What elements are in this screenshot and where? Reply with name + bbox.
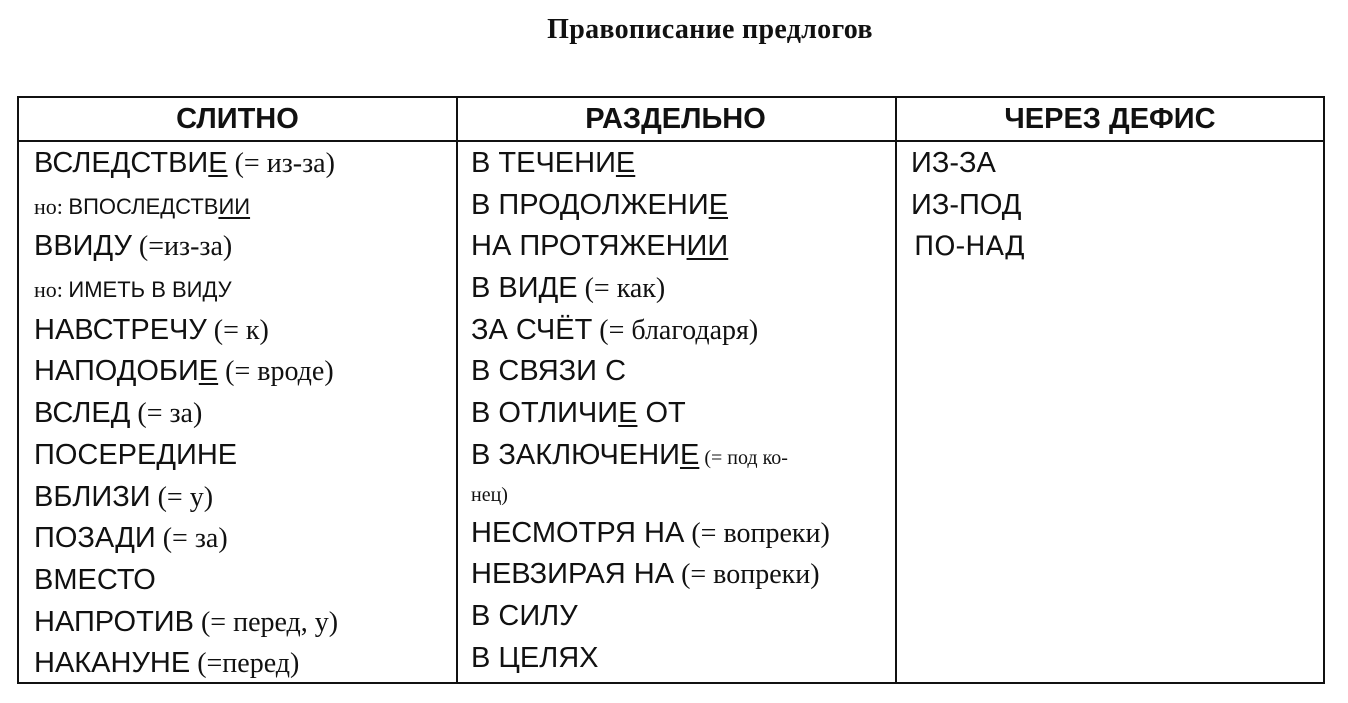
list-item: НА ПРОТЯЖЕНИИ	[471, 230, 729, 263]
header-separate: РАЗДЕЛЬНО	[585, 103, 766, 135]
list-item: ПОСЕРЕДИНЕ	[34, 438, 238, 471]
list-item: НЕВЗИРАЯ НА (= вопреки)	[471, 558, 820, 591]
list-item-continuation: нец)	[471, 483, 508, 506]
column-together	[34, 145, 338, 687]
column-divider	[456, 98, 458, 682]
list-item: В СИЛУ	[471, 599, 578, 632]
list-item: В ОТЛИЧИЕ ОТ	[471, 397, 686, 430]
list-item: НАВСТРЕЧУ (= к)	[34, 313, 269, 346]
list-item: но: ИМЕТЬ В ВИДУ	[34, 277, 232, 303]
header-hyphen: ЧЕРЕЗ ДЕФИС	[1004, 103, 1216, 135]
list-item: ВСЛЕДСТВИЕ (= из-за)	[34, 147, 335, 179]
column-hyphen	[911, 145, 1025, 270]
list-item: ВБЛИЗИ (= у)	[34, 480, 214, 513]
list-item: ВСЛЕД (= за)	[34, 397, 203, 430]
column-divider	[895, 98, 897, 682]
list-item: ВМЕСТО	[34, 563, 156, 596]
list-item: В СВЯЗИ С	[471, 355, 627, 388]
prepositions-table	[17, 96, 1325, 684]
list-item: НЕСМОТРЯ НА (= вопреки)	[471, 516, 830, 549]
list-item: ИЗ-ЗА	[911, 147, 996, 179]
list-item: В ПРОДОЛЖЕНИЕ	[471, 188, 729, 221]
list-item: ЗА СЧЁТ (= благодаря)	[471, 313, 759, 346]
list-item: В ЦЕЛЯХ	[471, 641, 599, 674]
column-separate	[471, 145, 830, 681]
page-title: Правописание предлогов	[547, 14, 873, 45]
list-item: НАПОДОБИЕ (= вроде)	[34, 355, 334, 388]
list-item: НАКАНУНЕ (=перед)	[34, 647, 300, 680]
list-item: В ТЕЧЕНИЕ	[471, 147, 636, 179]
list-item: ПОЗАДИ (= за)	[34, 522, 228, 555]
list-item: НАПРОТИВ (= перед, у)	[34, 605, 339, 638]
list-item: ИЗ-ПОД	[911, 188, 1022, 221]
header-together: СЛИТНО	[176, 103, 299, 135]
list-item: но: ВПОСЛЕДСТВИИ	[34, 193, 251, 219]
list-item: ПО-НАД	[914, 231, 1026, 263]
list-item: В ВИДЕ (= как)	[471, 272, 666, 305]
header-divider	[19, 140, 1323, 142]
list-item: В ЗАКЛЮЧЕНИЕ (= под ко-	[471, 438, 788, 471]
list-item: ВВИДУ (=из-за)	[34, 230, 233, 263]
